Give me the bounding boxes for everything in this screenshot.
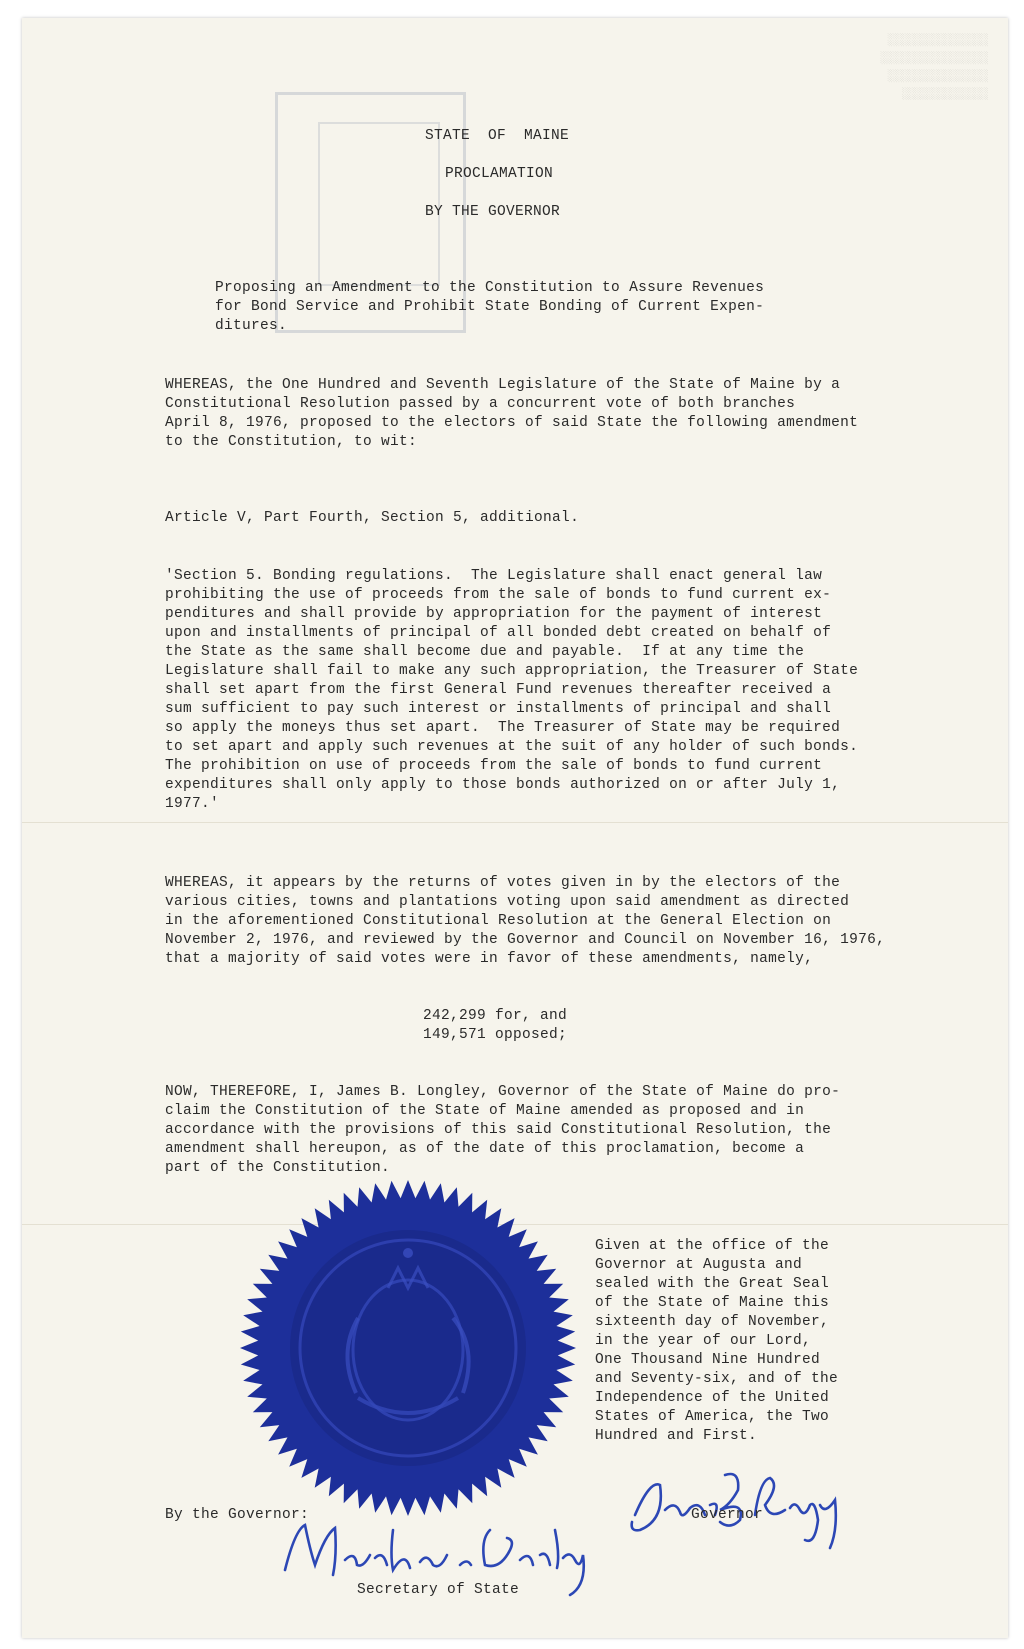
given-line: Given at the office of the bbox=[595, 1238, 830, 1254]
given-line: and Seventy-six, and of the bbox=[595, 1371, 839, 1387]
paragraph-line: to the Constitution, to wit: bbox=[165, 434, 418, 450]
given-line: Hundred and First. bbox=[595, 1428, 758, 1444]
section-line: to set apart and apply such revenues at the suit of any holder of such bonds. bbox=[165, 739, 859, 755]
paragraph-line: WHEREAS, the One Hundred and Seventh Legislature of the State of Maine by a bbox=[165, 377, 841, 393]
governor-signature bbox=[620, 1460, 860, 1550]
subject-line: Proposing an Amendment to the Constitution to Assure Revenues bbox=[215, 280, 765, 296]
paragraph-line: in the aforementioned Constitutional Resolution at the General Election on bbox=[165, 913, 832, 929]
header-proclamation: PROCLAMATION bbox=[445, 166, 554, 182]
paragraph-line: NOW, THEREFORE, I, James B. Longley, Governor of the State of Maine do pro- bbox=[165, 1084, 841, 1100]
header-by-governor: BY THE GOVERNOR bbox=[425, 204, 561, 220]
given-line: Governor at Augusta and bbox=[595, 1257, 803, 1273]
fold-line bbox=[22, 822, 1008, 823]
section-line: expenditures shall only apply to those bonds authorized on or after July 1, bbox=[165, 777, 841, 793]
section-line: shall set apart from the first General Fund revenues thereafter received a bbox=[165, 682, 832, 698]
given-line: in the year of our Lord, bbox=[595, 1333, 812, 1349]
section-line: penditures and shall provide by appropriation for the payment of interest bbox=[165, 606, 823, 622]
subject-line: for Bond Service and Prohibit State Bonding of Current Expen- bbox=[215, 299, 765, 315]
header-state: STATE OF MAINE bbox=[425, 128, 570, 144]
section-line: Legislature shall fail to make any such appropriation, the Treasurer of State bbox=[165, 663, 859, 679]
paragraph-line: April 8, 1976, proposed to the electors of said State the following amendment bbox=[165, 415, 859, 431]
subject-line: ditures. bbox=[215, 318, 288, 334]
paragraph-line: various cities, towns and plantations voting upon said amendment as directed bbox=[165, 894, 850, 910]
article-heading: Article V, Part Fourth, Section 5, additional. bbox=[165, 510, 580, 526]
votes-for: 242,299 for, and bbox=[423, 1008, 568, 1024]
section-line: so apply the moneys thus set apart. The Treasurer of State may be required bbox=[165, 720, 841, 736]
section-line: sum sufficient to pay such interest or installments of principal and shall bbox=[165, 701, 832, 717]
great-seal-icon bbox=[238, 1178, 578, 1518]
given-line: Independence of the United bbox=[595, 1390, 830, 1406]
paragraph-line: claim the Constitution of the State of Maine amended as proposed and in bbox=[165, 1103, 805, 1119]
paragraph-line: that a majority of said votes were in favor of these amendments, namely, bbox=[165, 951, 814, 967]
section-line: 1977.' bbox=[165, 796, 220, 812]
paragraph-line: accordance with the provisions of this said Constitutional Resolution, the bbox=[165, 1122, 832, 1138]
votes-opposed: 149,571 opposed; bbox=[423, 1027, 568, 1043]
section-line: the State as the same shall become due and payable. If at any time the bbox=[165, 644, 805, 660]
paragraph-line: amendment shall hereupon, as of the date of this proclamation, become a bbox=[165, 1141, 805, 1157]
section-line: upon and installments of principal of all bonded debt created on behalf of bbox=[165, 625, 832, 641]
secretary-title: Secretary of State bbox=[357, 1582, 520, 1598]
given-line: States of America, the Two bbox=[595, 1409, 830, 1425]
given-line: sealed with the Great Seal bbox=[595, 1276, 830, 1292]
section-line: 'Section 5. Bonding regulations. The Legislature shall enact general law bbox=[165, 568, 823, 584]
bleed-through-text: ░░░░░░░░░░░░ ░░░░░░░░░░░░░░ ░░░░░░░░░░░░░░░ ░░░░░░░░░░░░░░ bbox=[880, 32, 989, 100]
given-line: sixteenth day of November, bbox=[595, 1314, 830, 1330]
paragraph-line: part of the Constitution. bbox=[165, 1160, 391, 1176]
by-the-governor-label: By the Governor: bbox=[165, 1507, 310, 1523]
paragraph-line: WHEREAS, it appears by the returns of votes given in by the electors of the bbox=[165, 875, 841, 891]
paragraph-line: Constitutional Resolution passed by a concurrent vote of both branches bbox=[165, 396, 796, 412]
governor-title: Governor bbox=[691, 1507, 764, 1523]
paragraph-line: November 2, 1976, and reviewed by the Governor and Council on November 16, 1976, bbox=[165, 932, 886, 948]
section-line: The prohibition on use of proceeds from the sale of bonds to fund current bbox=[165, 758, 823, 774]
given-line: of the State of Maine this bbox=[595, 1295, 830, 1311]
section-line: prohibiting the use of proceeds from the sale of bonds to fund current ex- bbox=[165, 587, 832, 603]
given-line: One Thousand Nine Hundred bbox=[595, 1352, 821, 1368]
received-stamp-inner bbox=[318, 122, 440, 286]
